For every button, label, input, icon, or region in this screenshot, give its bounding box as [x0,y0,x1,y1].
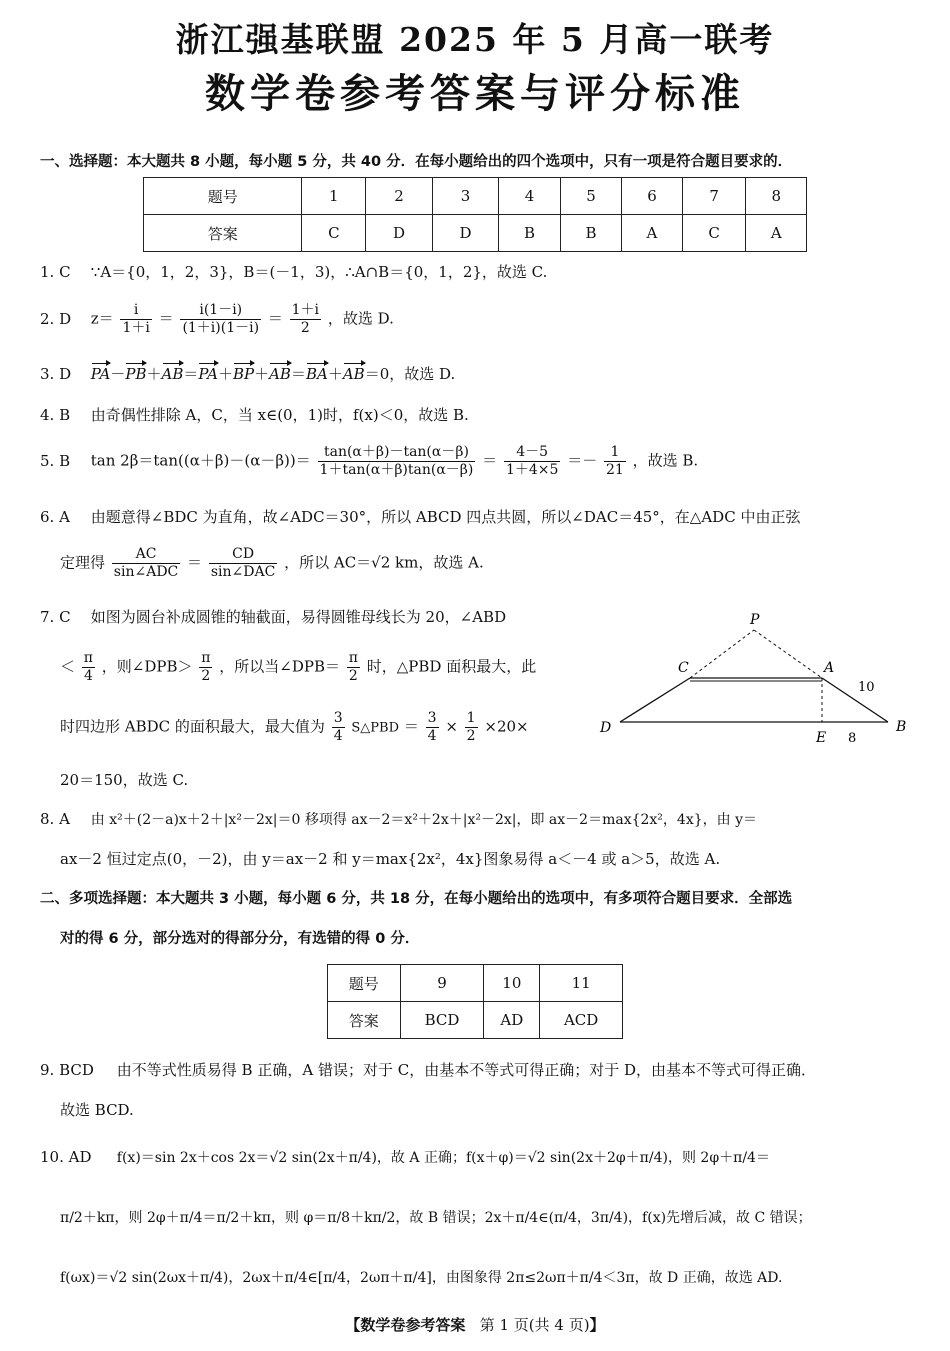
solution-3: 3. D PA－PB＋AB＝PA＋BP＋AB＝BA＋AB＝0，故选 D. [40,365,456,383]
table-cell: 8 [746,178,807,215]
vector: PB [125,365,147,383]
table-cell: C [302,215,366,252]
solution-4: 4. B 由奇偶性排除 A，C，当 x∈(0，1)时，f(x)＜0，故选 B. [40,406,469,424]
table-cell: B [499,215,560,252]
table-cell: BCD [400,1002,484,1039]
segment-DC [620,678,690,722]
fraction: $\frac{\pi}{2}$ [201,650,211,684]
vector: PA [198,365,218,383]
cone-section-diagram [590,600,920,760]
solution-10-line2: π/2＋kπ，则 2φ＋π/4＝π/2＋kπ，则 φ＝π/8＋kπ/2，故 B 错误；2x＋π/4∈(π/4，3π/4)，f(x)先增后减，故 C 错误； [60,1210,812,1226]
segment-PA [754,630,822,678]
table-cell: 5 [560,178,621,215]
table-cell: D [366,215,433,252]
section2-heading-line2: 对的得 6 分，部分选对的得部分分，有选错的得 0 分． [60,931,420,947]
fraction: $\frac{\tan(\alpha+\beta)-\tan(\alpha-\beta)}{1+\tan(\alpha+\beta)\tan(\alpha-\beta)}$ [319,444,474,478]
solution-8-line1: 8. A 由 x²＋(2－a)x＋2＋|x²－2x|＝0 移项得 ax－2＝x²＋2x＋|x²－2x|，即 ax－2＝max{2x²，4x}，由 y＝ [40,810,757,828]
section2-heading-line1: 二、多项选择题：本大题共 3 小题，每小题 6 分，共 18 分，在每小题给出的选项中，有多项符合题目要求．全部选 [40,891,793,907]
label-C: C [678,660,689,676]
table-row-label: 题号 [328,965,401,1002]
vector: AB [269,365,291,383]
solution-2: 2. D z＝ $\frac{i}{1+i}$ ＝ $\frac{i(1-i)}{(1+i)(1-i)}$ ＝ $\frac{1+i}{2}$ ，故选 D. [40,302,394,336]
fraction: AC sin∠ADC [113,546,179,580]
solution-8-line2: ax－2 恒过定点(0，－2)，由 y＝ax－2 和 y＝max{2x²，4x}图象易得 a＜－4 或 a＞5，故选 A. [60,850,721,868]
solution-9-line1: 9. BCD 由不等式性质易得 B 正确，A 错误；对于 C，由基本不等式可得正确；对于 D，由基本不等式可得正确． [40,1061,816,1079]
fraction: $\frac{1}{2}$ [466,710,476,744]
table-cell: 10 [484,965,540,1002]
table-cell: A [746,215,807,252]
solution-7-line1: 7. C 如图为圆台补成圆锥的轴截面，易得圆锥母线长为 20，∠ABD [40,608,507,626]
fraction: $\frac{3}{4}$ [333,710,343,744]
label-D: D [600,720,612,736]
table-cell: 11 [540,965,623,1002]
vector: AB [161,365,184,383]
solution-10-line3: f(ωx)＝√2 sin(2ωx＋π/4)，2ωx＋π/4∈[π/4，2ωπ＋π/4]，由图象得 2π≤2ωπ＋π/4＜3π，故 D 正确，故选 AD. [60,1270,783,1286]
solution-7-line4: 20＝150，故选 C. [60,771,189,789]
fraction: $\frac{4-5}{1+4\times 5}$ [505,444,559,478]
segment-AB [822,678,888,722]
solution-5: 5. B tan 2β＝tan((α＋β)－(α－β))＝ $\frac{\tan(\alpha+\beta)-\tan(\alpha-\beta)}{1+\tan(\alpha+\beta)\tan(\alpha-\beta)}$ ＝ $\frac{4-5}{1+4\times 5}$ ＝－ $\frac{1}{21}$ ，故选 B. [40,444,699,478]
fraction: $\frac{i}{1+i}$ [122,302,150,336]
table-cell: C [682,215,746,252]
vector: PA [90,365,111,383]
label-A: A [824,660,835,676]
vector: BA [305,365,328,383]
fraction: CD sin∠DAC [210,546,276,580]
table-row-label: 答案 [328,1002,401,1039]
label-P: P [750,612,760,628]
table-cell: 1 [302,178,366,215]
segment-CP [690,630,754,678]
table-cell: 4 [499,178,560,215]
solution-10-line1: 10. AD f(x)＝sin 2x＋cos 2x＝√2 sin(2x＋π/4)，故 A 正确；f(x＋φ)＝√2 sin(2x＋2φ＋π/4)，则 2φ＋π/4＝ [40,1148,770,1166]
table-cell: 6 [622,178,682,215]
solution-6-line1: 6. A 由题意得∠BDC 为直角，故∠ADC＝30°，所以 ABCD 四点共圆，所以∠DAC＝45°，在△ADC 中由正弦 [40,508,801,526]
table-row-label: 答案 [144,215,302,252]
table-cell: AD [484,1002,540,1039]
table-cell: A [622,215,682,252]
table-row-label: 题号 [144,178,302,215]
label-10: 10 [858,680,875,695]
table-cell: 7 [682,178,746,215]
page-subtitle: 数学卷参考答案与评分标准 [205,70,745,117]
solution-6-line2: 定理得 AC sin∠ADC ＝ CD sin∠DAC ，所以 AC＝√2 km，故选 A. [60,546,484,580]
solution-7-line3: 时四边形 ABDC 的面积最大，最大值为 $\frac{3}{4}$ S△PBD ＝ $\frac{3}{4}$ × $\frac{1}{2}$ ×20× [60,710,529,744]
fraction: $\frac{1+i}{2}$ [291,302,320,336]
table-cell: B [560,215,621,252]
fraction: $\frac{3}{4}$ [427,710,437,744]
fraction: $\frac{1}{21}$ [605,444,624,478]
answer-table-1 [143,177,807,252]
solution-1: 1. C ∵A＝{0，1，2，3}，B＝(－1，3)，∴A∩B＝{0，1，2}，故选 C. [40,263,548,281]
table-cell: 2 [366,178,433,215]
page-footer: 【数学卷参考答案 第 1 页(共 4 页)】 [345,1316,605,1334]
vector: BP [232,365,255,383]
label-8: 8 [848,731,857,746]
section1-heading: 一、选择题：本大题共 8 小题，每小题 5 分，共 40 分．在每小题给出的四个选项中，只有一项是符合题目要求的． [40,154,793,170]
fraction: $\frac{\pi}{2}$ [348,650,358,684]
table-cell: D [432,215,499,252]
label-E: E [816,730,827,746]
solution-9-line2: 故选 BCD. [60,1101,134,1119]
table-cell: 3 [432,178,499,215]
answer-table-2 [327,964,623,1039]
vector: AB [342,365,365,383]
table-cell: ACD [540,1002,623,1039]
label-B: B [896,719,907,735]
fraction: $\frac{i(1-i)}{(1+i)(1-i)}$ [182,302,260,336]
fraction: $\frac{\pi}{4}$ [83,650,93,684]
page-title: 浙江强基联盟 2025 年 5 月高一联考 [175,20,775,59]
solution-7-line2: ＜ $\frac{\pi}{4}$ ，则∠DPB＞ $\frac{\pi}{2}$ ，所以当∠DPB＝ $\frac{\pi}{2}$ 时，△PBD 面积最大，此 [60,650,537,684]
table-cell: 9 [400,965,484,1002]
